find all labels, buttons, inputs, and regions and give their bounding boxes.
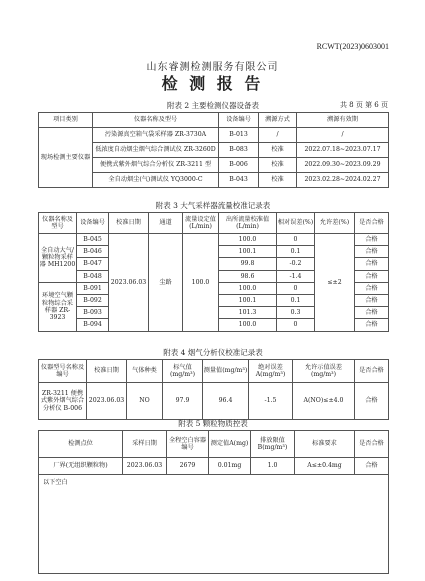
- calibrated-flow: 100.0: [219, 282, 277, 294]
- table3-caption: 附表 3 大气采样器流量校准记录表: [155, 201, 271, 210]
- table4-header: 是否合格: [355, 360, 389, 383]
- table3-header-row: [39, 213, 389, 234]
- report-title: 检 测 报 告: [161, 74, 264, 93]
- table3-header: 允许差(%): [315, 213, 355, 234]
- table4-header-row: [39, 360, 389, 383]
- calibrated-flow: 100.0: [219, 319, 277, 331]
- table5-header: 全程空白容器编号: [167, 431, 209, 458]
- relative-error: 0: [277, 319, 315, 331]
- table2-caption: 附表 2 主要检测仪器设备表: [166, 101, 260, 110]
- relative-error: -1.4: [277, 270, 315, 282]
- device-id: B-092: [77, 294, 109, 306]
- table5-header: 采样日期: [123, 431, 167, 458]
- standard-requirement: A≤±0.4mg: [295, 458, 355, 475]
- table2: [38, 112, 389, 188]
- emission-limit: 1.0: [251, 458, 295, 475]
- trace-method: 校准: [259, 158, 297, 173]
- table2-header-row: [39, 113, 389, 128]
- instrument-name: 便携式紫外烟气综合分析仪 ZR-3211 型: [93, 158, 219, 173]
- pass-status: 合格: [355, 234, 389, 246]
- instrument-name: 低浓度自动烟尘烟气综合测试仪 ZR-3260D: [93, 143, 219, 158]
- trace-method: 校准: [259, 143, 297, 158]
- valid-period: /: [297, 128, 389, 143]
- valid-period: 2022.07.18~2023.07.17: [297, 143, 389, 158]
- table3-header: 相对误差(%): [277, 213, 315, 234]
- trace-method: /: [259, 128, 297, 143]
- table4-section: [38, 347, 388, 420]
- page-indicator: 共 8 页 第 6 页: [339, 101, 388, 109]
- table5-header-row: [39, 431, 389, 458]
- instrument-group-1: 全自动大气/颗粒物采样器 MH1200: [39, 234, 77, 283]
- relative-error: 0: [277, 282, 315, 294]
- flow-setpoint: 100.0: [183, 234, 219, 332]
- table-row: [39, 458, 389, 475]
- pass-status: 合格: [355, 258, 389, 270]
- blank-container-id: 2679: [167, 458, 209, 475]
- table2-section: [38, 100, 388, 188]
- table4: [38, 359, 389, 420]
- trace-method: 校准: [259, 173, 297, 188]
- table2-header: 溯源有效期: [297, 113, 389, 128]
- instrument-group-2: 环境空气颗粒物综合采样器 ZR-3923: [39, 282, 77, 331]
- standard-value: 97.9: [163, 383, 203, 420]
- device-id: B-083: [219, 143, 259, 158]
- table2-category: 现场检测主要仪器: [39, 128, 93, 188]
- allowed-error: A(NO)≤±4.0: [293, 383, 355, 420]
- table4-header: 允许示值误差(mg/m³): [293, 360, 355, 383]
- table3: [38, 212, 389, 332]
- table3-section: [38, 200, 388, 332]
- calibrated-flow: 100.1: [219, 294, 277, 306]
- calibrated-flow: 100.0: [219, 234, 277, 246]
- calibration-date: 2023.06.03: [109, 234, 149, 332]
- table5-caption-row: [38, 418, 388, 430]
- company-name: 山东睿测检测服务有限公司: [146, 62, 279, 73]
- table5-header: 是否合格: [355, 431, 389, 458]
- pass-status: 合格: [355, 307, 389, 319]
- table4-header: 校准日期: [87, 360, 127, 383]
- sampling-point: 厂界(无组织颗粒物): [39, 458, 123, 475]
- table5-header: 检测点位: [39, 431, 123, 458]
- pass-status: 合格: [355, 282, 389, 294]
- table2-header: 仪器名称及型号: [93, 113, 219, 128]
- table4-header: 仪器型号名称及编号: [39, 360, 87, 383]
- table2-caption-row: [38, 100, 388, 112]
- table4-caption: 附表 4 烟气分析仪校准记录表: [163, 348, 263, 357]
- table-row: [39, 128, 389, 143]
- table4-header: 气体种类: [127, 360, 163, 383]
- table5-header: 测定值A(mg): [209, 431, 251, 458]
- absolute-error: -1.5: [249, 383, 293, 420]
- table3-caption-row: [38, 200, 388, 212]
- device-id: B-094: [77, 319, 109, 331]
- pass-status: 合格: [355, 319, 389, 331]
- calibration-date: 2023.06.03: [87, 383, 127, 420]
- gas-type: NO: [127, 383, 163, 420]
- tolerance: ≤±2: [315, 234, 355, 332]
- table2-header: 设备编号: [219, 113, 259, 128]
- relative-error: -0.2: [277, 258, 315, 270]
- table5-header: 标准要求: [295, 431, 355, 458]
- table2-header: 溯源方式: [259, 113, 297, 128]
- device-id: B-091: [77, 282, 109, 294]
- device-id: B-045: [77, 234, 109, 246]
- relative-error: 0.3: [277, 307, 315, 319]
- device-id: B-047: [77, 258, 109, 270]
- table5-section: [38, 418, 388, 574]
- table4-header: 测量值(mg/m³): [203, 360, 249, 383]
- measured-value: 96.4: [203, 383, 249, 420]
- pass-status: 合格: [355, 246, 389, 258]
- valid-period: 2023.02.28~2024.02.27: [297, 173, 389, 188]
- table3-header: 校准日期: [109, 213, 149, 234]
- table4-header: 绝对误差A(mg/m³): [249, 360, 293, 383]
- device-id: B-046: [77, 246, 109, 258]
- calibrated-flow: 100.1: [219, 246, 277, 258]
- table5-caption: 附表 5 颗粒物质控表: [178, 419, 248, 428]
- pass-status: 合格: [355, 294, 389, 306]
- device-id: B-048: [77, 270, 109, 282]
- table5-header: 排放限值B(mg/m³): [251, 431, 295, 458]
- table3-header: 设备编号: [77, 213, 109, 234]
- device-id: B-013: [219, 128, 259, 143]
- report-number: RCWT(2023)0603001: [316, 42, 389, 51]
- table3-header: 通道: [149, 213, 183, 234]
- relative-error: 0.1: [277, 246, 315, 258]
- device-id: B-093: [77, 307, 109, 319]
- blank-note: 以下空白: [39, 475, 389, 574]
- instrument-name: 全自动烟尘(气)测试仪 YQ3000-C: [93, 173, 219, 188]
- device-id: B-006: [219, 158, 259, 173]
- channel: 尘路: [149, 234, 183, 332]
- table3-header: 出所流量校准值(L/min): [219, 213, 277, 234]
- table-row: [39, 383, 389, 420]
- pass-status: 合格: [355, 458, 389, 475]
- table4-header: 标气值(mg/m³): [163, 360, 203, 383]
- calibrated-flow: 98.6: [219, 270, 277, 282]
- table5: [38, 430, 389, 574]
- relative-error: 0: [277, 234, 315, 246]
- calibrated-flow: 99.8: [219, 258, 277, 270]
- relative-error: 0.1: [277, 294, 315, 306]
- table2-header: 项目类别: [39, 113, 93, 128]
- valid-period: 2022.09.30~2023.09.29: [297, 158, 389, 173]
- device-id: B-043: [219, 173, 259, 188]
- pass-status: 合格: [355, 270, 389, 282]
- instrument-name: ZR-3211 便携式紫外烟气综合分析仪 B-006: [39, 383, 87, 420]
- blank-row: [39, 475, 389, 574]
- table-row: [39, 234, 389, 246]
- calibrated-flow: 101.3: [219, 307, 277, 319]
- table3-header: 仪器名称及型号: [39, 213, 77, 234]
- pass-status: 合格: [355, 383, 389, 420]
- sampling-date: 2023.06.03: [123, 458, 167, 475]
- instrument-name: 污染源真空箱气袋采样器 ZR-3730A: [93, 128, 219, 143]
- table3-header: 是否合格: [355, 213, 389, 234]
- measured-value: 0.01mg: [209, 458, 251, 475]
- table3-header: 流量设定值(L/min): [183, 213, 219, 234]
- table4-caption-row: [38, 347, 388, 359]
